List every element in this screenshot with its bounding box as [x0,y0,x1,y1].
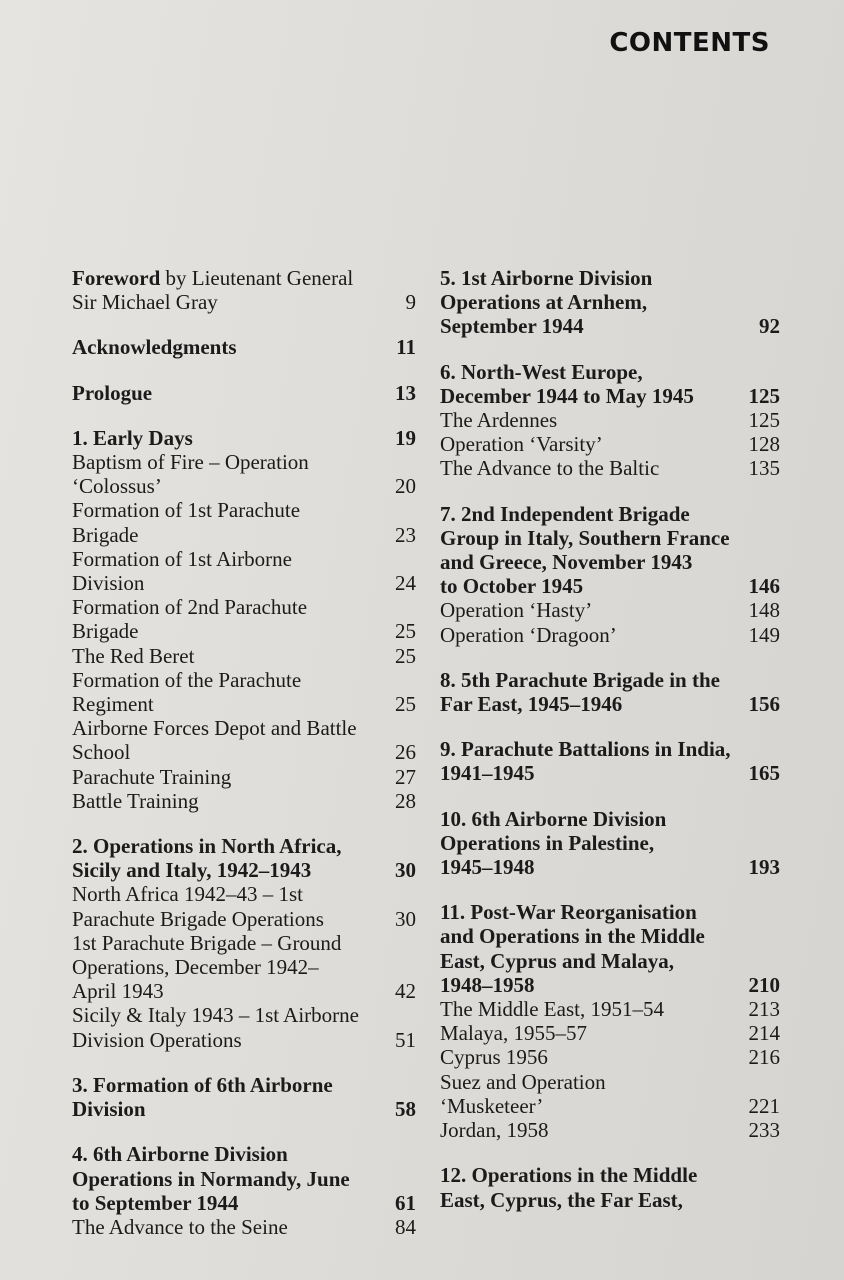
contents-section [440,360,780,481]
entry-title: Operation ‘Hasty’ [440,598,593,623]
entry-title [72,266,386,290]
page-number: 156 [748,692,780,717]
entry-title: to October 1945 [440,574,584,599]
contents-entry [72,571,416,595]
entry-title: April 1943 [72,979,164,1004]
chapter-heading-line [440,1163,780,1187]
entry-title: December 1944 to May 1945 [440,383,694,408]
contents-entry [72,644,416,668]
contents-entry [72,1003,416,1027]
entry-title: 1. Early Days [72,425,193,450]
contents-entry [72,979,416,1003]
entry-title: North Africa 1942–43 – 1st [72,882,303,907]
contents-section [72,426,416,813]
contents-section [440,668,780,716]
contents-right-column [440,266,780,1233]
chapter-heading-line [440,949,780,973]
page-number: 135 [748,456,780,481]
contents-section [72,381,416,405]
contents-entry [72,789,416,813]
entry-title: Group in Italy, Southern France [440,525,730,550]
contents-entry [72,547,416,571]
entry-title: Sicily and Italy, 1942–1943 [72,858,312,883]
page-number: 58 [395,1097,416,1122]
page-number: 128 [748,432,780,457]
chapter-heading-line [440,314,780,338]
entry-title-bold: Foreword [72,266,161,290]
contents-entry [72,716,416,740]
page-number: 165 [748,761,780,786]
entry-title: Formation of 1st Airborne [72,546,292,571]
entry-title: Jordan, 1958 [440,1118,549,1143]
entry-title: Sicily & Italy 1943 – 1st Airborne [72,1003,359,1028]
entry-title: Acknowledgments [72,335,237,360]
contents-entry [72,692,416,716]
chapter-heading-line [440,737,780,761]
page-number: 92 [759,314,780,339]
page-number: 27 [395,764,416,789]
entry-title: Malaya, 1955–57 [440,1021,587,1046]
chapter-heading-line [72,1073,416,1097]
contents-entry [72,668,416,692]
entry-title: Far East, 1945–1946 [440,692,623,717]
chapter-heading-line [440,973,780,997]
contents-section [72,266,416,314]
contents-section [440,266,780,339]
contents-entry [440,1118,780,1142]
contents-section [440,807,780,880]
entry-title: Cyprus 1956 [440,1045,548,1070]
chapter-heading-line [440,761,780,785]
entry-title: Operations in Palestine, [440,830,655,855]
entry-title: The Red Beret [72,643,195,668]
contents-entry [440,623,780,647]
page-number: 213 [748,997,780,1022]
entry-title: 5. 1st Airborne Division [440,266,653,290]
chapter-heading-line [440,924,780,948]
entry-title: Division [72,571,145,596]
contents-entry [72,450,416,474]
chapter-heading-line [440,360,780,384]
entry-title: Airborne Forces Depot and Battle [72,716,357,741]
entry-title: East, Cyprus, the Far East, [440,1187,683,1212]
chapter-heading-line [72,335,416,359]
page-number: 193 [748,855,780,880]
contents-entry [72,474,416,498]
contents-left-column [72,266,416,1260]
contents-entry [72,595,416,619]
chapter-heading-line [440,290,780,314]
contents-entry [72,498,416,522]
chapter-heading-line [72,1097,416,1121]
contents-entry [440,997,780,1021]
entry-title: 3. Formation of 6th Airborne [72,1072,333,1097]
entry-title: Operation ‘Dragoon’ [440,622,617,647]
contents-entry [72,765,416,789]
entry-title: Battle Training [72,788,199,813]
entry-title: 2. Operations in North Africa, [72,834,342,859]
entry-title: 1945–1948 [440,855,535,880]
entry-title: 1941–1945 [440,761,535,786]
chapter-heading-line [440,384,780,408]
contents-section [72,834,416,1052]
contents-section [72,1142,416,1239]
chapter-heading-line [440,668,780,692]
entry-title: Division Operations [72,1027,242,1052]
entry-title: September 1944 [440,314,584,339]
entry-title: Formation of the Parachute [72,667,302,692]
entry-title: 7. 2nd Independent Brigade [440,501,690,526]
entry-title: The Advance to the Baltic [440,456,660,481]
contents-entry [440,1070,780,1094]
page-number: 13 [395,380,416,405]
chapter-heading-line [440,855,780,879]
page-number: 148 [748,598,780,623]
page-number: 146 [748,574,780,599]
entry-title: 6. North-West Europe, [440,359,643,384]
contents-entry [440,1094,780,1118]
page-number: 210 [748,972,780,997]
entry-title: Sir Michael Gray [72,290,218,315]
page-number: 125 [748,408,780,433]
contents-entry [440,456,780,480]
page-number: 25 [395,692,416,717]
contents-entry [440,1021,780,1045]
entry-title: Prologue [72,380,153,405]
page-number: 214 [748,1021,780,1046]
chapter-heading-line [440,574,780,598]
entry-title: ‘Musketeer’ [440,1093,544,1118]
entry-title: 10. 6th Airborne Division [440,806,667,831]
contents-section [440,900,780,1142]
chapter-heading-line [72,1167,416,1191]
entry-title: 12. Operations in the Middle [440,1163,698,1188]
page-title: CONTENTS [609,28,770,58]
entry-title: 11. Post-War Reorganisation [440,900,697,925]
entry-title: Brigade [72,522,139,547]
chapter-heading-line [440,502,780,526]
contents-section [72,335,416,359]
contents-entry [440,1045,780,1069]
entry-title: School [72,740,131,765]
entry-title: 4. 6th Airborne Division [72,1142,288,1167]
entry-title: and Greece, November 1943 [440,550,693,575]
contents-entry [72,1028,416,1052]
entry-title-rest: by Lieutenant General [160,266,354,290]
page-number: 42 [395,979,416,1004]
chapter-heading-line [72,426,416,450]
page-number: 25 [395,643,416,668]
page-number: 125 [748,383,780,408]
contents-section [440,502,780,647]
contents-entry [440,598,780,622]
contents-section [440,737,780,785]
contents-entry [72,619,416,643]
chapter-heading-line [72,1191,416,1215]
entry-title: to September 1944 [72,1190,239,1215]
entry-title: The Middle East, 1951–54 [440,997,664,1022]
entry-title: Formation of 1st Parachute [72,498,301,523]
page-number: 24 [395,571,416,596]
page-number: 149 [748,622,780,647]
chapter-heading-line [440,831,780,855]
entry-title: Formation of 2nd Parachute [72,595,308,620]
page-number: 84 [395,1214,416,1239]
entry-title: Parachute Training [72,764,232,789]
chapter-heading-line [440,526,780,550]
page-number: 25 [395,619,416,644]
chapter-heading-line [440,692,780,716]
entry-title: Operation ‘Varsity’ [440,432,603,457]
page-number: 26 [395,740,416,765]
contents-entry [72,907,416,931]
entry-title: 9. Parachute Battalions in India, [440,737,731,762]
page-number: 19 [395,425,416,450]
entry-title: and Operations in the Middle [440,924,705,949]
entry-title: 1st Parachute Brigade – Ground [72,930,342,955]
contents-entry [72,955,416,979]
entry-title: The Ardennes [440,408,558,433]
entry-title: 8. 5th Parachute Brigade in the [440,667,720,692]
chapter-heading-line [440,1188,780,1212]
page-number: 51 [395,1027,416,1052]
contents-section [440,1163,780,1211]
page-number: 28 [395,788,416,813]
page-number: 9 [405,290,416,315]
page-number: 216 [748,1045,780,1070]
page-number: 221 [748,1093,780,1118]
page-number: 11 [396,335,416,360]
page-number: 20 [395,474,416,499]
entry-title: ‘Colossus’ [72,474,162,499]
page-number: 61 [395,1190,416,1215]
entry-title: The Advance to the Seine [72,1214,288,1239]
contents-entry [440,432,780,456]
contents-entry [72,931,416,955]
contents-entry [72,882,416,906]
entry-title: Suez and Operation [440,1069,606,1094]
contents-entry [72,290,416,314]
entry-title: Regiment [72,692,154,717]
chapter-heading-line [72,381,416,405]
entry-title: 1948–1958 [440,972,535,997]
contents-entry [72,740,416,764]
chapter-heading-line [440,807,780,831]
contents-entry [72,523,416,547]
entry-title: Baptism of Fire – Operation [72,450,309,475]
contents-entry [440,408,780,432]
entry-title: Operations in Normandy, June [72,1166,350,1191]
entry-title: Operations at Arnhem, [440,290,648,315]
contents-entry [72,266,416,290]
entry-title: Division [72,1097,146,1122]
chapter-heading-line [72,858,416,882]
chapter-heading-line [72,834,416,858]
page-number: 30 [395,858,416,883]
entry-title: East, Cyprus and Malaya, [440,948,674,973]
entry-title: Parachute Brigade Operations [72,906,324,931]
entry-title: Brigade [72,619,139,644]
page-number: 30 [395,906,416,931]
page-number: 23 [395,522,416,547]
chapter-heading-line [440,550,780,574]
contents-entry [72,1215,416,1239]
chapter-heading-line [72,1142,416,1166]
chapter-heading-line [440,266,780,290]
page-number: 233 [748,1118,780,1143]
contents-section [72,1073,416,1121]
chapter-heading-line [440,900,780,924]
entry-title: Operations, December 1942– [72,955,319,980]
